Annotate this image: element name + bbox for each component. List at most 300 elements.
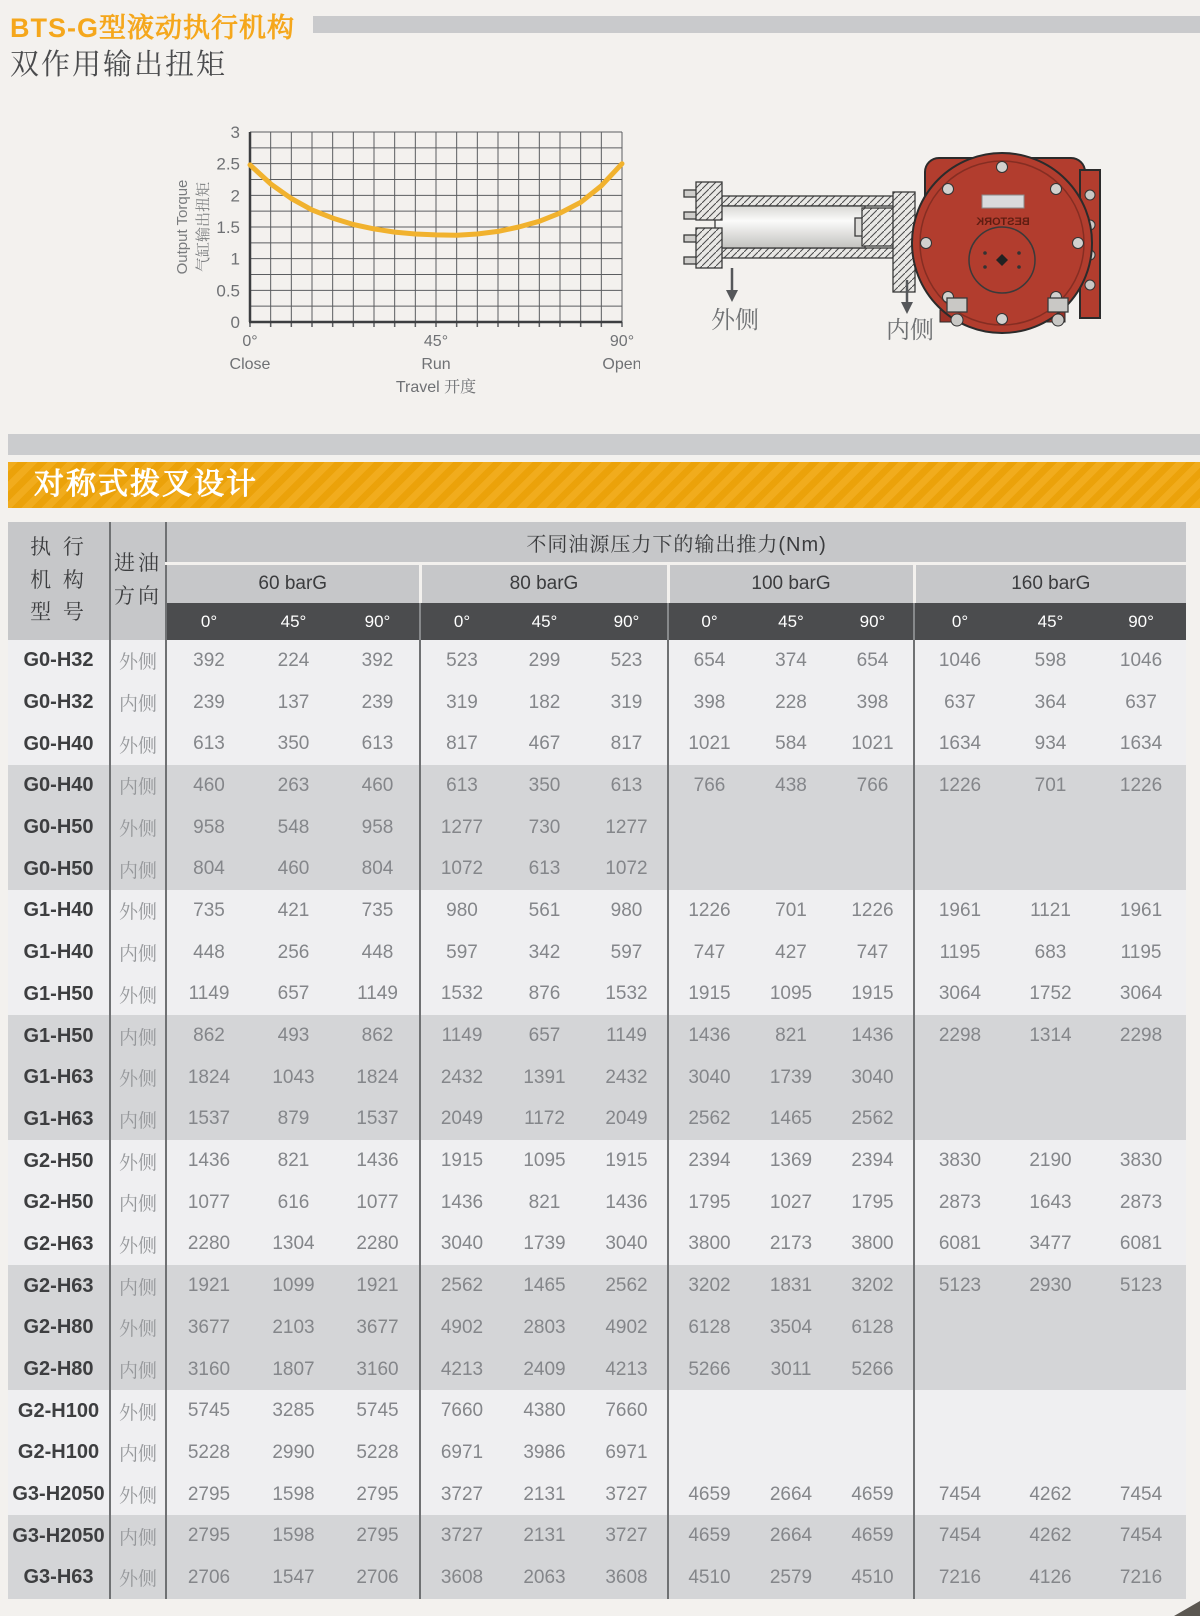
value-cell: 637 bbox=[1125, 691, 1157, 713]
model-cell: G2-H63 bbox=[23, 1274, 94, 1297]
value-cell: 701 bbox=[775, 899, 807, 921]
value-cell: 2298 bbox=[914, 1015, 1005, 1057]
cylinder-top-rail bbox=[700, 196, 895, 206]
value-cell bbox=[914, 848, 1005, 890]
value-cell: 6128 bbox=[668, 1307, 750, 1349]
col-header-model-line: 机 构 bbox=[30, 568, 87, 592]
value-cell bbox=[668, 848, 750, 890]
svg-text:Close: Close bbox=[229, 356, 271, 373]
angle-header: 90° bbox=[1096, 603, 1186, 640]
table-row bbox=[8, 682, 1186, 724]
value-cell: 1824 bbox=[166, 1057, 251, 1099]
value-cell: 7660 bbox=[420, 1390, 503, 1432]
value-cell: 1277 bbox=[420, 807, 503, 849]
model-cell: G1-H40 bbox=[23, 941, 94, 964]
value-cell bbox=[1005, 1099, 1096, 1141]
value-cell: 256 bbox=[277, 941, 310, 963]
value-cell: 1643 bbox=[1029, 1191, 1072, 1213]
value-cell bbox=[914, 1390, 1005, 1432]
value-cell: 2394 bbox=[851, 1150, 894, 1172]
value-cell: 2803 bbox=[523, 1316, 566, 1338]
torque-table-body bbox=[8, 640, 1186, 1599]
bottom-nut bbox=[1052, 314, 1064, 326]
direction-cell: 外侧 bbox=[110, 723, 166, 765]
value-cell: 2664 bbox=[769, 1483, 813, 1505]
value-cell: 4659 bbox=[851, 1525, 894, 1547]
table-row bbox=[8, 1557, 1186, 1599]
value-cell: 1634 bbox=[914, 723, 1005, 765]
value-cell: 2579 bbox=[769, 1566, 813, 1588]
value-cell: 1921 bbox=[356, 1275, 399, 1297]
table-row bbox=[8, 1474, 1186, 1516]
actuator-diagram bbox=[660, 140, 1120, 350]
value-cell: 1043 bbox=[272, 1066, 315, 1088]
value-cell: 1739 bbox=[523, 1233, 566, 1255]
direction-cell: 外侧 bbox=[110, 1140, 166, 1182]
svg-text:Open: Open bbox=[602, 356, 640, 373]
svg-text:0°: 0° bbox=[242, 333, 258, 350]
x-axis-title: Travel 开度 bbox=[395, 379, 477, 396]
torque-table bbox=[8, 522, 1186, 1599]
value-cell: 6971 bbox=[420, 1432, 503, 1474]
value-cell: 1027 bbox=[769, 1191, 813, 1213]
value-cell: 1226 bbox=[668, 890, 750, 932]
model-cell: G0-H50 bbox=[23, 857, 94, 880]
value-cell: 597 bbox=[610, 941, 643, 963]
value-cell: 2131 bbox=[523, 1483, 566, 1505]
value-cell: 3477 bbox=[1029, 1233, 1072, 1255]
value-cell: 613 bbox=[610, 774, 643, 796]
value-cell bbox=[1005, 848, 1096, 890]
value-cell: 613 bbox=[420, 765, 503, 807]
value-cell: 421 bbox=[277, 899, 310, 921]
face-bolt bbox=[997, 314, 1008, 325]
value-cell: 1149 bbox=[357, 983, 398, 1005]
table-row bbox=[8, 974, 1186, 1016]
value-cell: 2432 bbox=[605, 1066, 648, 1088]
value-cell bbox=[914, 1099, 1005, 1141]
model-cell: G2-H80 bbox=[23, 1316, 94, 1339]
value-cell: 879 bbox=[277, 1108, 310, 1130]
value-cell: 804 bbox=[166, 848, 251, 890]
value-cell: 460 bbox=[166, 765, 251, 807]
value-cell: 730 bbox=[528, 816, 561, 838]
table-row bbox=[8, 1432, 1186, 1474]
table-row bbox=[8, 807, 1186, 849]
value-cell: 1149 bbox=[420, 1015, 503, 1057]
value-cell: 1795 bbox=[851, 1191, 894, 1213]
value-cell: 821 bbox=[528, 1191, 561, 1213]
value-cell bbox=[668, 1390, 750, 1432]
svg-text:2: 2 bbox=[230, 186, 240, 206]
value-cell: 616 bbox=[277, 1191, 310, 1213]
value-cell: 4262 bbox=[1029, 1525, 1072, 1547]
value-cell bbox=[1096, 807, 1186, 849]
value-cell: 4659 bbox=[851, 1483, 894, 1505]
value-cell: 398 bbox=[668, 682, 750, 724]
inner-side-arrowhead bbox=[901, 302, 913, 314]
inner-side-label: 内侧 bbox=[886, 317, 934, 344]
value-cell: 224 bbox=[277, 649, 310, 671]
cylinder-bottom-rail bbox=[700, 248, 895, 258]
direction-cell: 内侧 bbox=[110, 848, 166, 890]
value-cell: 3830 bbox=[1119, 1150, 1163, 1172]
value-cell: 2562 bbox=[851, 1108, 894, 1130]
value-cell: 523 bbox=[610, 649, 643, 671]
direction-cell: 内侧 bbox=[110, 1182, 166, 1224]
value-cell bbox=[668, 807, 750, 849]
svg-text:Run: Run bbox=[421, 356, 451, 373]
value-cell: 1072 bbox=[420, 848, 503, 890]
value-cell bbox=[914, 1432, 1005, 1474]
value-cell: 1369 bbox=[769, 1150, 813, 1172]
value-cell: 1304 bbox=[272, 1233, 315, 1255]
value-cell: 3677 bbox=[356, 1316, 399, 1338]
direction-cell: 外侧 bbox=[110, 1557, 166, 1599]
value-cell bbox=[750, 848, 832, 890]
value-cell: 3064 bbox=[1119, 983, 1163, 1005]
model-cell: G3-H63 bbox=[23, 1566, 94, 1589]
torque-chart bbox=[160, 115, 640, 405]
value-cell: 1046 bbox=[914, 640, 1005, 682]
value-cell: 2280 bbox=[356, 1233, 399, 1255]
value-cell: 7454 bbox=[1119, 1525, 1163, 1547]
value-cell bbox=[1096, 1099, 1186, 1141]
value-cell: 3040 bbox=[420, 1224, 503, 1266]
value-cell: 7454 bbox=[914, 1515, 1005, 1557]
value-cell: 5266 bbox=[851, 1358, 894, 1380]
face-bolt bbox=[1073, 238, 1084, 249]
svg-text:2.5: 2.5 bbox=[216, 154, 240, 174]
value-cell: 6128 bbox=[851, 1316, 894, 1338]
value-cell: 3504 bbox=[769, 1316, 813, 1338]
value-cell: 239 bbox=[166, 682, 251, 724]
nameplate bbox=[982, 195, 1024, 208]
value-cell: 319 bbox=[610, 691, 643, 713]
value-cell: 1795 bbox=[668, 1182, 750, 1224]
value-cell: 766 bbox=[668, 765, 750, 807]
direction-cell: 外侧 bbox=[110, 890, 166, 932]
value-cell: 2930 bbox=[1029, 1275, 1072, 1297]
value-cell: 561 bbox=[528, 899, 561, 921]
value-cell: 1046 bbox=[1119, 649, 1163, 671]
model-cell: G3-H2050 bbox=[12, 1524, 105, 1547]
model-cell: G0-H32 bbox=[23, 691, 94, 714]
x-axis-tick-labels bbox=[230, 333, 640, 373]
direction-cell: 内侧 bbox=[110, 1099, 166, 1141]
value-cell bbox=[1005, 1307, 1096, 1349]
value-cell bbox=[1096, 1390, 1186, 1432]
value-cell: 1537 bbox=[166, 1099, 251, 1141]
value-cell: 2873 bbox=[914, 1182, 1005, 1224]
value-cell: 5228 bbox=[356, 1441, 399, 1463]
value-cell: 1807 bbox=[272, 1358, 315, 1380]
value-cell: 2280 bbox=[166, 1224, 251, 1266]
value-cell: 1537 bbox=[356, 1108, 399, 1130]
value-cell: 657 bbox=[528, 1025, 561, 1047]
value-cell: 735 bbox=[361, 899, 394, 921]
svg-text:0: 0 bbox=[230, 313, 240, 332]
value-cell: 6081 bbox=[1119, 1233, 1163, 1255]
pressure-group-100: 100 barG bbox=[668, 564, 914, 604]
value-cell: 2795 bbox=[356, 1483, 399, 1505]
value-cell bbox=[1005, 1349, 1096, 1391]
value-cell: 934 bbox=[1034, 733, 1067, 755]
value-cell bbox=[750, 1390, 832, 1432]
value-cell: 876 bbox=[528, 983, 561, 1005]
col-header-model-line: 执 行 bbox=[30, 536, 87, 560]
value-cell: 1532 bbox=[420, 974, 503, 1016]
value-cell: 1172 bbox=[524, 1108, 565, 1130]
value-cell: 7216 bbox=[914, 1557, 1005, 1599]
value-cell: 2409 bbox=[523, 1358, 566, 1380]
value-cell: 4659 bbox=[668, 1515, 750, 1557]
table-row bbox=[8, 1265, 1186, 1307]
value-cell: 821 bbox=[277, 1150, 310, 1172]
model-cell: G1-H63 bbox=[23, 1107, 94, 1130]
end-flange-lower bbox=[696, 228, 722, 268]
model-cell: G2-H80 bbox=[23, 1358, 94, 1381]
hub-dot bbox=[1017, 265, 1021, 269]
value-cell bbox=[1096, 1307, 1186, 1349]
brand-label-mirrored: BESTORK bbox=[976, 216, 1030, 228]
value-cell: 2190 bbox=[1029, 1150, 1072, 1172]
value-cell: 5228 bbox=[166, 1432, 251, 1474]
value-cell: 3160 bbox=[356, 1358, 399, 1380]
value-cell: 392 bbox=[166, 640, 251, 682]
value-cell: 804 bbox=[361, 858, 394, 880]
value-cell: 958 bbox=[166, 807, 251, 849]
value-cell: 2795 bbox=[356, 1525, 399, 1547]
direction-cell: 内侧 bbox=[110, 1515, 166, 1557]
table-row bbox=[8, 890, 1186, 932]
table-row bbox=[8, 932, 1186, 974]
value-cell: 523 bbox=[420, 640, 503, 682]
bottom-nut bbox=[951, 314, 963, 326]
direction-cell: 外侧 bbox=[110, 807, 166, 849]
table-row bbox=[8, 1057, 1186, 1099]
value-cell: 766 bbox=[856, 774, 889, 796]
value-cell: 980 bbox=[420, 890, 503, 932]
table-row bbox=[8, 1349, 1186, 1391]
value-cell: 657 bbox=[277, 983, 310, 1005]
value-cell: 613 bbox=[361, 733, 394, 755]
svg-text:90°: 90° bbox=[609, 333, 635, 350]
model-cell: G2-H50 bbox=[23, 1149, 94, 1172]
value-cell: 438 bbox=[775, 774, 807, 796]
value-cell: 374 bbox=[775, 649, 807, 671]
value-cell: 392 bbox=[361, 649, 394, 671]
value-cell: 6971 bbox=[605, 1441, 648, 1463]
model-cell: G0-H32 bbox=[23, 649, 94, 672]
value-cell: 1077 bbox=[166, 1182, 251, 1224]
value-cell: 1436 bbox=[851, 1025, 894, 1047]
value-cell: 4902 bbox=[605, 1316, 648, 1338]
value-cell: 137 bbox=[277, 691, 310, 713]
angle-header: 0° bbox=[914, 603, 1005, 640]
value-cell: 1634 bbox=[1119, 733, 1163, 755]
value-cell: 4262 bbox=[1029, 1483, 1072, 1505]
value-cell bbox=[914, 1307, 1005, 1349]
value-cell: 5123 bbox=[914, 1265, 1005, 1307]
value-cell: 747 bbox=[856, 941, 889, 963]
value-cell: 3800 bbox=[851, 1233, 894, 1255]
outer-side-label: 外侧 bbox=[711, 307, 759, 334]
value-cell: 5745 bbox=[356, 1400, 399, 1422]
value-cell bbox=[1096, 848, 1186, 890]
col-header-direction-line: 方向 bbox=[114, 585, 162, 608]
value-cell: 493 bbox=[277, 1025, 310, 1047]
value-cell: 1277 bbox=[605, 816, 648, 838]
angle-header: 0° bbox=[668, 603, 750, 640]
table-row bbox=[8, 848, 1186, 890]
value-cell: 1436 bbox=[420, 1182, 503, 1224]
value-cell: 5266 bbox=[668, 1349, 750, 1391]
cylinder-tube bbox=[715, 206, 865, 248]
value-cell: 467 bbox=[528, 733, 561, 755]
value-cell: 299 bbox=[528, 649, 561, 671]
value-cell: 2706 bbox=[356, 1566, 399, 1588]
value-cell bbox=[1096, 1349, 1186, 1391]
value-cell: 3160 bbox=[166, 1349, 251, 1391]
value-cell: 7216 bbox=[1119, 1566, 1163, 1588]
value-cell: 4380 bbox=[523, 1400, 566, 1422]
value-cell: 5123 bbox=[1119, 1275, 1163, 1297]
value-cell: 239 bbox=[361, 691, 394, 713]
value-cell: 2562 bbox=[605, 1275, 648, 1297]
value-cell bbox=[832, 848, 914, 890]
face-bolt bbox=[997, 162, 1008, 173]
direction-cell: 内侧 bbox=[110, 1432, 166, 1474]
table-row bbox=[8, 765, 1186, 807]
value-cell bbox=[914, 1057, 1005, 1099]
value-cell: 584 bbox=[775, 733, 807, 755]
value-cell: 2063 bbox=[523, 1566, 566, 1588]
value-cell: 1072 bbox=[605, 858, 648, 880]
value-cell: 735 bbox=[166, 890, 251, 932]
svg-text:1: 1 bbox=[230, 249, 240, 269]
value-cell: 1314 bbox=[1029, 1025, 1072, 1047]
value-cell: 747 bbox=[668, 932, 750, 974]
value-cell bbox=[1005, 1057, 1096, 1099]
model-cell: G2-H63 bbox=[23, 1232, 94, 1255]
value-cell: 3727 bbox=[605, 1525, 648, 1547]
model-cell: G1-H50 bbox=[23, 982, 94, 1005]
table-row bbox=[8, 1224, 1186, 1266]
value-cell: 3727 bbox=[605, 1483, 648, 1505]
value-cell bbox=[1005, 1432, 1096, 1474]
value-cell: 1915 bbox=[851, 983, 894, 1005]
bottom-bolt bbox=[947, 298, 967, 312]
value-cell: 1961 bbox=[914, 890, 1005, 932]
value-cell: 364 bbox=[1034, 691, 1067, 713]
angle-header: 90° bbox=[586, 603, 668, 640]
direction-cell: 外侧 bbox=[110, 1057, 166, 1099]
table-span-header: 不同油源压力下的输出推力(Nm) bbox=[166, 522, 1186, 564]
model-cell: G1-H50 bbox=[23, 1024, 94, 1047]
value-cell: 1465 bbox=[769, 1108, 813, 1130]
direction-cell: 内侧 bbox=[110, 682, 166, 724]
value-cell: 2049 bbox=[420, 1099, 503, 1141]
model-cell: G2-H50 bbox=[23, 1191, 94, 1214]
value-cell: 821 bbox=[775, 1025, 807, 1047]
value-cell: 1598 bbox=[272, 1483, 315, 1505]
table-row bbox=[8, 1515, 1186, 1557]
direction-cell: 内侧 bbox=[110, 1265, 166, 1307]
decorative-gray-strip bbox=[8, 434, 1200, 455]
value-cell: 398 bbox=[856, 691, 889, 713]
value-cell: 1436 bbox=[356, 1150, 399, 1172]
value-cell: 350 bbox=[277, 733, 310, 755]
value-cell: 1961 bbox=[1119, 899, 1163, 921]
model-cell: G2-H100 bbox=[17, 1399, 100, 1422]
value-cell: 448 bbox=[361, 941, 394, 963]
value-cell: 4213 bbox=[420, 1349, 503, 1391]
value-cell: 3011 bbox=[770, 1358, 812, 1380]
model-cell: G0-H50 bbox=[23, 816, 94, 839]
page-subtitle: 双作用输出扭矩 bbox=[10, 49, 228, 81]
value-cell: 2795 bbox=[166, 1474, 251, 1516]
pressure-group-60: 60 barG bbox=[166, 564, 420, 604]
value-cell: 7454 bbox=[914, 1474, 1005, 1516]
value-cell: 3608 bbox=[420, 1557, 503, 1599]
value-cell: 4902 bbox=[420, 1307, 503, 1349]
table-row bbox=[8, 1015, 1186, 1057]
value-cell: 1915 bbox=[420, 1140, 503, 1182]
value-cell: 1824 bbox=[356, 1066, 399, 1088]
value-cell: 613 bbox=[166, 723, 251, 765]
value-cell: 1921 bbox=[166, 1265, 251, 1307]
value-cell: 980 bbox=[610, 899, 643, 921]
y-axis-title-zh: 气缸输出扭矩 bbox=[195, 181, 212, 273]
direction-cell: 外侧 bbox=[110, 1390, 166, 1432]
pressure-group-80: 80 barG bbox=[420, 564, 668, 604]
value-cell: 1021 bbox=[851, 733, 894, 755]
page-corner-shadow bbox=[1174, 1601, 1200, 1616]
value-cell: 263 bbox=[277, 774, 310, 796]
table-row bbox=[8, 1140, 1186, 1182]
value-cell bbox=[832, 1390, 914, 1432]
value-cell: 1099 bbox=[272, 1275, 315, 1297]
value-cell: 1095 bbox=[523, 1150, 566, 1172]
value-cell: 3986 bbox=[523, 1441, 566, 1463]
value-cell: 1226 bbox=[914, 765, 1005, 807]
page-title: BTS-G型液动执行机构 bbox=[10, 13, 295, 43]
chart-grid bbox=[250, 132, 622, 327]
direction-cell: 外侧 bbox=[110, 1224, 166, 1266]
value-cell: 7660 bbox=[605, 1400, 648, 1422]
model-cell: G1-H63 bbox=[23, 1066, 94, 1089]
hub-dot bbox=[983, 265, 987, 269]
flange-bolt bbox=[1085, 190, 1095, 200]
value-cell: 3608 bbox=[605, 1566, 648, 1588]
value-cell: 817 bbox=[610, 733, 643, 755]
value-cell: 3064 bbox=[914, 974, 1005, 1016]
value-cell: 3727 bbox=[420, 1515, 503, 1557]
end-flange-upper bbox=[696, 182, 722, 220]
value-cell: 4126 bbox=[1029, 1566, 1072, 1588]
header-row-pressure bbox=[8, 564, 1186, 604]
value-cell: 2103 bbox=[272, 1316, 315, 1338]
value-cell: 2432 bbox=[420, 1057, 503, 1099]
value-cell: 1195 bbox=[914, 932, 1005, 974]
value-cell: 862 bbox=[361, 1025, 394, 1047]
value-cell: 1021 bbox=[668, 723, 750, 765]
value-cell: 1149 bbox=[606, 1025, 647, 1047]
angle-header: 45° bbox=[750, 603, 832, 640]
value-cell: 1226 bbox=[1119, 774, 1163, 796]
decorative-top-strip bbox=[313, 16, 1200, 33]
